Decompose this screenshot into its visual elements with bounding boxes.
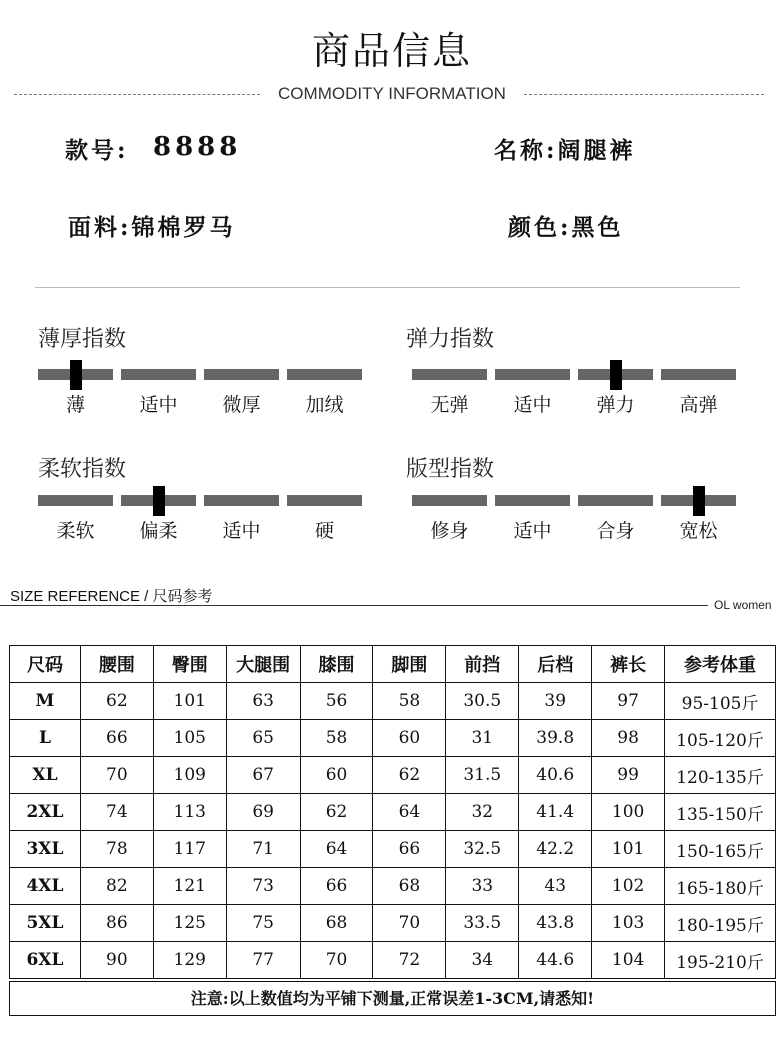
table-body xyxy=(10,683,776,979)
size-cell: 5XL xyxy=(10,905,81,942)
index-level-label: 硬 xyxy=(314,520,334,542)
table-cell: 86 xyxy=(80,905,153,942)
index-selected-marker xyxy=(693,486,705,516)
table-cell: 70 xyxy=(373,905,446,942)
table-cell: 70 xyxy=(80,757,153,794)
table-cell: 69 xyxy=(226,794,300,831)
column-header: 前挡 xyxy=(446,646,519,683)
table-cell: 39.8 xyxy=(519,720,592,757)
color-info: 颜色:黑色 xyxy=(508,214,624,241)
index-bar-segment xyxy=(495,495,570,506)
table-header-row xyxy=(10,646,776,683)
table-cell: 113 xyxy=(153,794,226,831)
table-cell: 68 xyxy=(300,905,373,942)
index-bar-segment xyxy=(287,495,362,506)
measurement-note: 注意:以上数值均为平铺下测量,正常误差1-3CM,请悉知! xyxy=(9,981,776,1016)
table-row xyxy=(10,794,776,831)
column-header: 膝围 xyxy=(300,646,373,683)
column-header: 尺码 xyxy=(10,646,81,683)
index-bar-segment xyxy=(412,495,487,506)
table-cell: 60 xyxy=(373,720,446,757)
index-bar-segment xyxy=(204,369,279,380)
size-cell: 2XL xyxy=(10,794,81,831)
size-cell: 6XL xyxy=(10,942,81,979)
table-cell: 101 xyxy=(592,831,665,868)
index-level-label: 加绒 xyxy=(305,394,344,416)
table-cell: 62 xyxy=(373,757,446,794)
table-cell: 41.4 xyxy=(519,794,592,831)
index-level-label: 高弹 xyxy=(679,394,718,416)
table-cell: 72 xyxy=(373,942,446,979)
table-cell: 165-180斤 xyxy=(665,868,776,905)
table-cell: 58 xyxy=(300,720,373,757)
column-header: 后档 xyxy=(519,646,592,683)
size-reference-line xyxy=(0,605,708,606)
table-cell: 32.5 xyxy=(446,831,519,868)
index-level-label: 微厚 xyxy=(222,394,261,416)
table-cell: 150-165斤 xyxy=(665,831,776,868)
table-cell: 78 xyxy=(80,831,153,868)
size-cell: XL xyxy=(10,757,81,794)
table-cell: 102 xyxy=(592,868,665,905)
column-header: 参考体重 xyxy=(665,646,776,683)
index-title: 柔软指数 xyxy=(38,457,127,482)
style-label: 款号: xyxy=(65,137,129,164)
table-cell: 34 xyxy=(446,942,519,979)
table-cell: 75 xyxy=(226,905,300,942)
index-level-label: 薄 xyxy=(65,394,85,416)
size-cell: L xyxy=(10,720,81,757)
index-level-label: 适中 xyxy=(139,394,178,416)
table-cell: 101 xyxy=(153,683,226,720)
table-cell: 121 xyxy=(153,868,226,905)
table-cell: 103 xyxy=(592,905,665,942)
index-bar-segment xyxy=(578,495,653,506)
table-cell: 104 xyxy=(592,942,665,979)
index-level-label: 偏柔 xyxy=(139,520,178,542)
index-bar-segment xyxy=(412,369,487,380)
table-cell: 117 xyxy=(153,831,226,868)
table-cell: 97 xyxy=(592,683,665,720)
index-selected-marker xyxy=(70,360,82,390)
table-cell: 195-210斤 xyxy=(665,942,776,979)
table-row xyxy=(10,905,776,942)
index-title: 版型指数 xyxy=(406,457,495,482)
size-reference-label: SIZE REFERENCE / 尺码参考 xyxy=(10,588,213,605)
table-cell: 58 xyxy=(373,683,446,720)
index-bar-segment xyxy=(121,369,196,380)
table-cell: 95-105斤 xyxy=(665,683,776,720)
page-subtitle xyxy=(0,84,784,104)
size-cell: 4XL xyxy=(10,868,81,905)
section-divider xyxy=(35,287,740,288)
column-header: 腰围 xyxy=(80,646,153,683)
index-selected-marker xyxy=(153,486,165,516)
style-value: 8888 xyxy=(153,132,242,162)
table-cell: 40.6 xyxy=(519,757,592,794)
table-cell: 98 xyxy=(592,720,665,757)
table-cell: 125 xyxy=(153,905,226,942)
table-row xyxy=(10,720,776,757)
table-cell: 56 xyxy=(300,683,373,720)
brand-label: OL women xyxy=(714,598,772,612)
index-level-label: 修身 xyxy=(430,520,469,542)
fabric-info: 面料:锦棉罗马 xyxy=(68,214,236,241)
table-cell: 30.5 xyxy=(446,683,519,720)
table-cell: 82 xyxy=(80,868,153,905)
table-cell: 39 xyxy=(519,683,592,720)
subtitle-text: COMMODITY INFORMATION xyxy=(270,84,514,103)
column-header: 大腿围 xyxy=(226,646,300,683)
table-cell: 31.5 xyxy=(446,757,519,794)
table-cell: 100 xyxy=(592,794,665,831)
table-cell: 120-135斤 xyxy=(665,757,776,794)
product-name: 名称:阔腿裤 xyxy=(494,137,636,164)
table-cell: 60 xyxy=(300,757,373,794)
table-row xyxy=(10,942,776,979)
table-cell: 99 xyxy=(592,757,665,794)
table-cell: 73 xyxy=(226,868,300,905)
index-bar-segment xyxy=(38,495,113,506)
index-bar-segment xyxy=(661,369,736,380)
table-row xyxy=(10,868,776,905)
table-row xyxy=(10,683,776,720)
table-cell: 135-150斤 xyxy=(665,794,776,831)
table-cell: 109 xyxy=(153,757,226,794)
page-title: 商品信息 xyxy=(311,29,472,73)
index-level-label: 弹力 xyxy=(596,394,635,416)
size-table xyxy=(9,645,776,979)
column-header: 裤长 xyxy=(592,646,665,683)
index-level-label: 适中 xyxy=(222,520,261,542)
table-cell: 77 xyxy=(226,942,300,979)
table-cell: 43 xyxy=(519,868,592,905)
size-cell: M xyxy=(10,683,81,720)
table-cell: 44.6 xyxy=(519,942,592,979)
index-bar-segment xyxy=(287,369,362,380)
table-cell: 105-120斤 xyxy=(665,720,776,757)
table-row xyxy=(10,757,776,794)
table-cell: 32 xyxy=(446,794,519,831)
table-cell: 62 xyxy=(80,683,153,720)
table-cell: 63 xyxy=(226,683,300,720)
table-cell: 67 xyxy=(226,757,300,794)
column-header: 脚围 xyxy=(373,646,446,683)
table-cell: 180-195斤 xyxy=(665,905,776,942)
index-selected-marker xyxy=(610,360,622,390)
table-cell: 66 xyxy=(80,720,153,757)
table-cell: 42.2 xyxy=(519,831,592,868)
index-level-label: 适中 xyxy=(513,394,552,416)
index-bar-segment xyxy=(204,495,279,506)
table-cell: 65 xyxy=(226,720,300,757)
table-cell: 62 xyxy=(300,794,373,831)
index-level-label: 无弹 xyxy=(430,394,469,416)
table-cell: 64 xyxy=(300,831,373,868)
column-header: 臀围 xyxy=(153,646,226,683)
index-level-label: 适中 xyxy=(513,520,552,542)
table-cell: 68 xyxy=(373,868,446,905)
index-bar-segment xyxy=(495,369,570,380)
index-level-label: 合身 xyxy=(596,520,635,542)
table-cell: 71 xyxy=(226,831,300,868)
table-cell: 31 xyxy=(446,720,519,757)
index-level-label: 宽松 xyxy=(679,520,718,542)
index-title: 薄厚指数 xyxy=(38,327,127,352)
table-cell: 66 xyxy=(300,868,373,905)
table-row xyxy=(10,831,776,868)
table-cell: 90 xyxy=(80,942,153,979)
table-cell: 105 xyxy=(153,720,226,757)
index-level-label: 柔软 xyxy=(56,520,95,542)
table-cell: 33 xyxy=(446,868,519,905)
size-cell: 3XL xyxy=(10,831,81,868)
table-cell: 43.8 xyxy=(519,905,592,942)
table-cell: 70 xyxy=(300,942,373,979)
table-cell: 64 xyxy=(373,794,446,831)
table-cell: 33.5 xyxy=(446,905,519,942)
table-cell: 74 xyxy=(80,794,153,831)
index-title: 弹力指数 xyxy=(406,327,495,352)
table-cell: 66 xyxy=(373,831,446,868)
table-cell: 129 xyxy=(153,942,226,979)
